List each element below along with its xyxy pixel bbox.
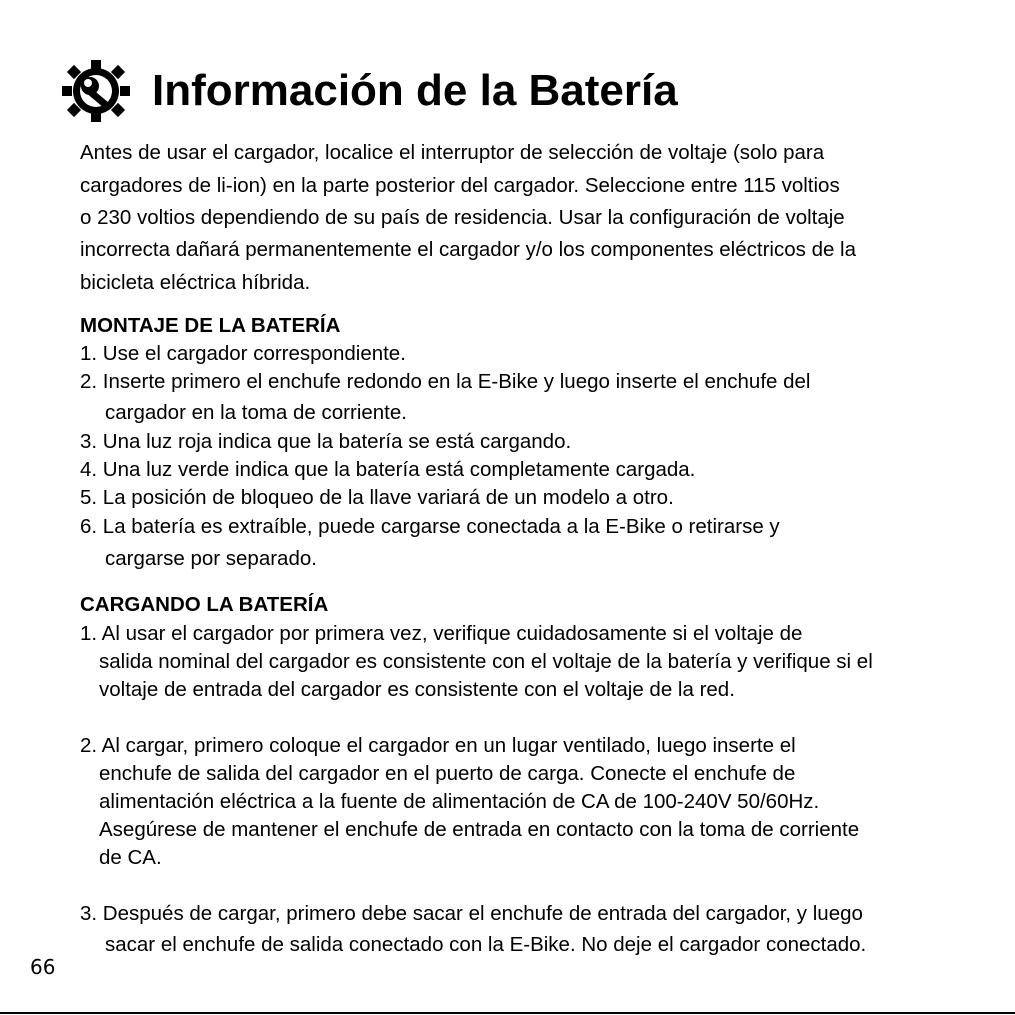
list-item-continuation: salida nominal del cargador es consistente con el voltaje de la batería y verifique si el — [99, 650, 873, 673]
list-item: 5. La posición de bloqueo de la llave variará de un modelo a otro. — [80, 486, 674, 509]
list-item-continuation: cargador en la toma de corriente. — [105, 401, 407, 424]
gear-wrench-icon — [60, 60, 132, 122]
page-header — [60, 60, 678, 122]
section-heading-cargando: CARGANDO LA BATERÍA — [80, 593, 329, 616]
list-item-continuation: alimentación eléctrica a la fuente de alimentación de CA de 100-240V 50/60Hz. — [99, 790, 820, 813]
list-item-continuation: sacar el enchufe de salida conectado con la E-Bike. No deje el cargador conectado. — [105, 933, 867, 956]
page-number: 66 — [30, 955, 56, 979]
intro-line: incorrecta dañará permanentemente el cargador y/o los componentes eléctricos de la — [80, 238, 857, 261]
list-item: 3. Después de cargar, primero debe sacar el enchufe de entrada del cargador, y luego — [80, 902, 863, 925]
list-item-continuation: de CA. — [99, 846, 162, 869]
list-item: 3. Una luz roja indica que la batería se está cargando. — [80, 430, 572, 453]
list-item: 2. Al cargar, primero coloque el cargador en un lugar ventilado, luego inserte el — [80, 734, 796, 757]
list-item-continuation: Asegúrese de mantener el enchufe de entrada en contacto con la toma de corriente — [99, 818, 860, 841]
list-item: 2. Inserte primero el enchufe redondo en la E-Bike y luego inserte el enchufe del — [80, 370, 811, 393]
list-item-continuation: voltaje de entrada del cargador es consistente con el voltaje de la red. — [99, 678, 735, 701]
list-item: 1. Al usar el cargador por primera vez, verifique cuidadosamente si el voltaje de — [80, 622, 803, 645]
list-item-continuation: cargarse por separado. — [105, 547, 317, 570]
list-item-continuation: enchufe de salida del cargador en el puerto de carga. Conecte el enchufe de — [99, 762, 796, 785]
list-item: 1. Use el cargador correspondiente. — [80, 342, 406, 365]
intro-line: o 230 voltios dependiendo de su país de residencia. Usar la configuración de voltaje — [80, 206, 845, 229]
intro-line: Antes de usar el cargador, localice el interruptor de selección de voltaje (solo para — [80, 141, 825, 164]
intro-line: cargadores de li-ion) en la parte posterior del cargador. Seleccione entre 115 voltios — [80, 174, 840, 197]
list-item: 4. Una luz verde indica que la batería está completamente cargada. — [80, 458, 696, 481]
section-heading-montaje: MONTAJE DE LA BATERÍA — [80, 314, 341, 337]
bottom-divider — [0, 1012, 1015, 1014]
intro-line: bicicleta eléctrica híbrida. — [80, 271, 311, 294]
page-title: Información de la Batería — [152, 66, 678, 115]
list-item: 6. La batería es extraíble, puede cargarse conectada a la E-Bike o retirarse y — [80, 515, 780, 538]
